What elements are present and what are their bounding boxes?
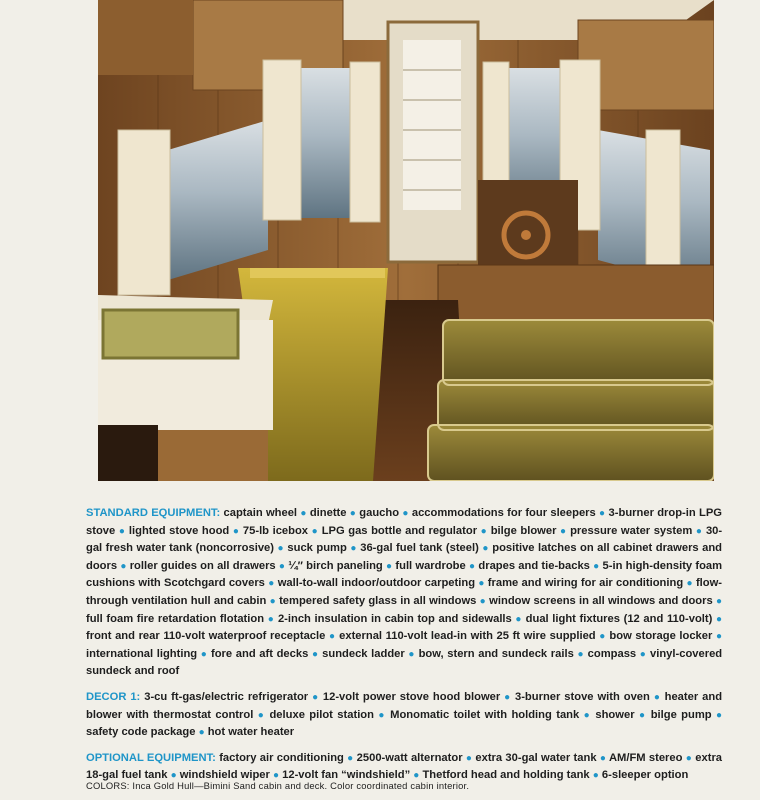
bullet-icon: ●: [347, 752, 354, 764]
bullet-icon: ●: [257, 709, 266, 721]
equipment-item: 12-volt power stove hood blower: [322, 690, 501, 703]
bullet-icon: ●: [639, 648, 647, 660]
bullet-icon: ●: [120, 560, 127, 572]
bullet-icon: ●: [638, 709, 647, 721]
bullet-icon: ●: [349, 508, 356, 519]
equipment-item: heater and blower with thermostat control: [86, 690, 723, 721]
equipment-item: ¼′′ birch paneling: [288, 559, 383, 572]
equipment-item: full wardrobe: [395, 559, 466, 572]
equipment-item: 36-gal fuel tank (steel): [360, 542, 479, 555]
equipment-item: roller guides on all drawers: [129, 559, 276, 572]
equipment-item: 12-volt fan “windshield”: [282, 769, 411, 782]
equipment-item: 5-in high-density foam cushions with Scotchgard covers: [86, 559, 723, 590]
bullet-icon: ●: [272, 770, 280, 782]
bullet-icon: ●: [378, 709, 386, 721]
equipment-item: dinette: [309, 507, 347, 519]
equipment-item: shower: [595, 708, 635, 721]
bullet-icon: ●: [413, 770, 420, 782]
equipment-item: gaucho: [359, 507, 400, 519]
equipment-item: extra 18-gal fuel tank: [86, 751, 723, 782]
bullet-icon: ●: [268, 578, 275, 590]
bullet-icon: ●: [716, 595, 723, 607]
bullet-icon: ●: [269, 595, 276, 607]
equipment-item: bow storage locker: [609, 630, 713, 643]
equipment-item: external 110-volt lead-in with 25 ft wire supplied: [339, 630, 596, 643]
bullet-icon: ●: [686, 578, 693, 590]
equipment-item: 3-cu ft-gas/electric refrigerator: [144, 690, 309, 703]
equipment-item: 75-lb icebox: [242, 524, 309, 537]
equipment-item: international lighting: [86, 647, 198, 660]
equipment-item: LPG gas bottle and regulator: [321, 524, 478, 537]
bullet-icon: ●: [300, 508, 307, 519]
equipment-item: frame and wiring for air conditioning: [487, 577, 684, 590]
equipment-item: tempered safety glass in all windows: [279, 594, 477, 607]
equipment-item: Thetford head and holding tank: [422, 769, 590, 782]
equipment-item: bilge blower: [490, 524, 557, 537]
bullet-icon: ●: [278, 560, 286, 572]
equipment-item: 2500-watt alternator: [356, 751, 463, 764]
equipment-item: drapes and tie-backs: [478, 559, 590, 572]
equipment-item: full foam fire retardation flotation: [86, 612, 265, 625]
equipment-item: extra 30-gal water tank: [475, 751, 597, 764]
bullet-icon: ●: [482, 543, 489, 555]
bullet-icon: ●: [311, 525, 319, 537]
equipment-item: sundeck ladder: [322, 647, 405, 660]
bullet-icon: ●: [478, 578, 485, 590]
bullet-icon: ●: [170, 770, 177, 782]
bullet-icon: ●: [232, 525, 240, 537]
bullet-icon: ●: [577, 648, 584, 660]
decor-1-section: [86, 689, 722, 742]
equipment-item: suck pump: [287, 542, 347, 555]
equipment-item: hot water heater: [207, 726, 295, 739]
bullet-icon: ●: [328, 631, 336, 643]
equipment-item: Monomatic toilet with holding tank: [390, 708, 580, 721]
section-heading: DECOR 1:: [86, 690, 141, 703]
equipment-item: dual light fixtures (12 and 110-volt): [525, 612, 713, 625]
bullet-icon: ●: [479, 595, 486, 607]
equipment-item: bilge pump: [650, 708, 712, 721]
equipment-item: front and rear 110-volt waterproof receptacle: [86, 630, 326, 643]
bullet-icon: ●: [312, 691, 319, 703]
equipment-item: wall-to-wall indoor/outdoor carpeting: [277, 577, 476, 590]
bullet-icon: ●: [560, 525, 567, 537]
bullet-icon: ●: [311, 648, 319, 660]
equipment-item: factory air conditioning: [219, 751, 344, 764]
bullet-icon: ●: [200, 648, 208, 660]
equipment-item: safety code package: [86, 726, 196, 739]
bullet-icon: ●: [350, 543, 357, 555]
bullet-icon: ●: [685, 752, 692, 764]
bullet-icon: ●: [402, 508, 409, 519]
colors-note: COLORS: Inca Gold Hull—Bimini Sand cabin and deck. Color coordinated cabin interior.: [86, 780, 470, 791]
bullet-icon: ●: [653, 691, 661, 703]
section-heading: STANDARD EQUIPMENT:: [86, 507, 221, 519]
equipment-item: accommodations for four sleepers: [411, 507, 596, 519]
bullet-icon: ●: [593, 560, 600, 572]
bullet-icon: ●: [716, 709, 723, 721]
bullet-icon: ●: [386, 560, 393, 572]
equipment-item: windshield wiper: [179, 769, 270, 782]
equipment-item: AM/FM stereo: [608, 751, 683, 764]
equipment-item: 6-sleeper option: [601, 769, 689, 782]
bullet-icon: ●: [465, 752, 473, 764]
bullet-icon: ●: [198, 727, 205, 739]
equipment-item: flow-through ventilation hull and cabin: [86, 577, 723, 607]
equipment-item: 3-burner stove with oven: [514, 690, 650, 703]
bullet-icon: ●: [408, 648, 415, 660]
equipment-item: compass: [587, 647, 637, 660]
equipment-item: 30-gal fresh water tank (noncorrosive): [86, 524, 723, 555]
standard-equipment-section: [86, 505, 722, 681]
equipment-item: pressure water system: [570, 524, 693, 537]
equipment-item: 2-inch insulation in cabin top and sidewalls: [277, 612, 512, 625]
equipment-specs: [86, 505, 722, 793]
bullet-icon: ●: [277, 543, 284, 555]
bullet-icon: ●: [468, 560, 476, 572]
bullet-icon: ●: [583, 709, 591, 721]
bullet-icon: ●: [715, 631, 723, 643]
bullet-icon: ●: [515, 613, 522, 625]
bullet-icon: ●: [118, 525, 126, 537]
bullet-icon: ●: [599, 752, 607, 764]
equipment-item: 3-burner drop-in LPG stove: [86, 507, 723, 537]
equipment-item: fore and aft decks: [211, 647, 309, 660]
section-heading: OPTIONAL EQUIPMENT:: [86, 751, 216, 764]
equipment-item: window screens in all windows and doors: [489, 594, 713, 607]
equipment-item: bow, stern and sundeck rails: [418, 647, 574, 660]
bullet-icon: ●: [480, 525, 488, 537]
equipment-item: vinyl-covered sundeck and roof: [86, 647, 723, 678]
equipment-item: positive latches on all cabinet drawers and doors: [86, 542, 723, 572]
bullet-icon: ●: [599, 631, 606, 643]
equipment-item: lighted stove hood: [128, 524, 230, 537]
bullet-icon: ●: [695, 525, 703, 537]
cabin-interior-photo: [98, 0, 714, 481]
bullet-icon: ●: [592, 770, 599, 782]
bullet-icon: ●: [716, 613, 723, 625]
bullet-icon: ●: [599, 508, 606, 519]
bullet-icon: ●: [267, 613, 275, 625]
equipment-item: captain wheel: [223, 507, 298, 519]
bullet-icon: ●: [504, 691, 512, 703]
equipment-item: deluxe pilot station: [269, 708, 374, 721]
